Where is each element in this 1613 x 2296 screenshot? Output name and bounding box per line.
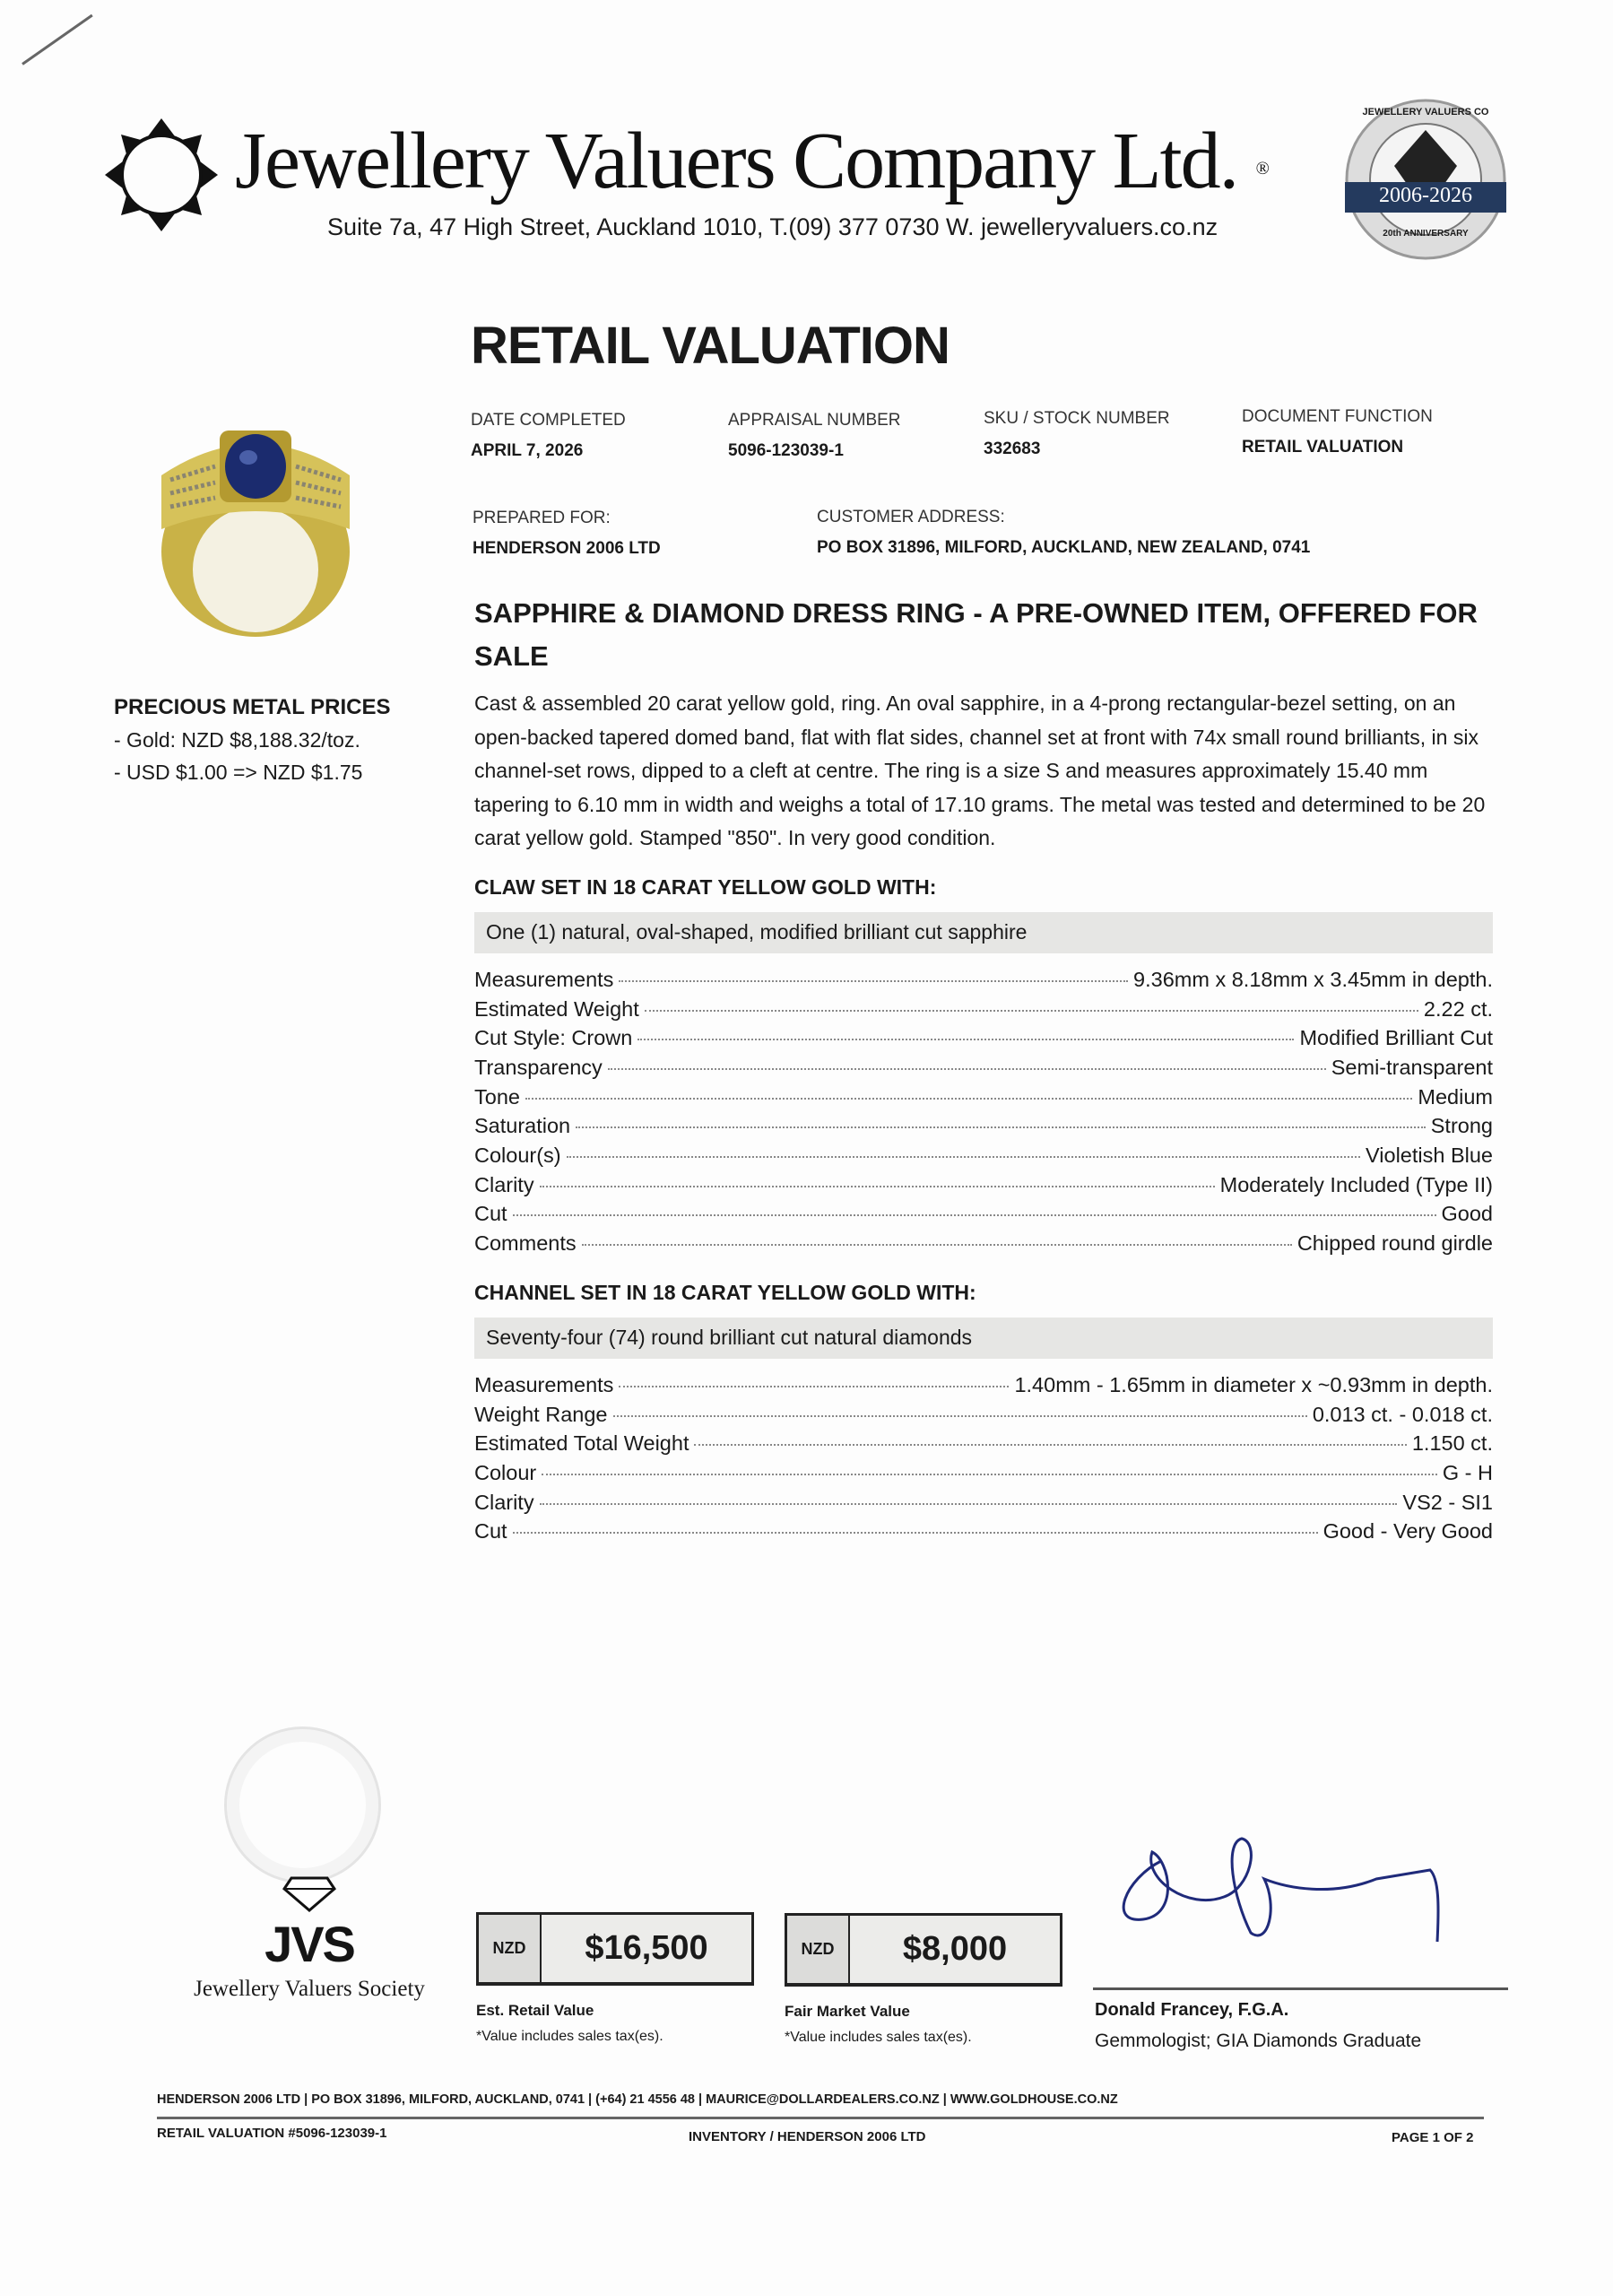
usd-rate: - USD $1.00 => NZD $1.75 — [114, 761, 363, 784]
company-name — [235, 115, 1270, 207]
signature-line — [1093, 1987, 1508, 1990]
precious-metal-prices — [114, 691, 390, 788]
detail-key: Clarity — [474, 1490, 534, 1514]
detail-value: Good — [1441, 1202, 1493, 1226]
sapphire-stone-bar: One (1) natural, oval-shaped, modified brilliant cut sapphire — [474, 912, 1493, 953]
meta-value: 332683 — [984, 439, 1041, 458]
detail-key: Estimated Total Weight — [474, 1431, 689, 1456]
footer-reference: RETAIL VALUATION #5096-123039-1 — [157, 2126, 387, 2141]
company-name-text: Jewellery Valuers Company Ltd. — [235, 117, 1238, 205]
retail-value-label: Est. Retail Value — [476, 2002, 594, 2019]
detail-value: Good - Very Good — [1322, 1519, 1493, 1544]
footer-center: INVENTORY / HENDERSON 2006 LTD — [689, 2129, 926, 2144]
company-address: Suite 7a, 47 High Street, Auckland 1010, T.(09) 377 0730 W. jewelleryvaluers.co.nz — [327, 213, 1218, 240]
detail-key: Measurements — [474, 1372, 614, 1396]
ring-photo — [148, 395, 363, 646]
detail-key: Cut — [474, 1519, 507, 1544]
meta-label: SKU / STOCK NUMBER — [984, 409, 1170, 428]
sapphire-section-heading: CLAW SET IN 18 CARAT YELLOW GOLD WITH: — [474, 874, 937, 899]
customer-address-value: PO BOX 31896, MILFORD, AUCKLAND, NEW ZEALAND, 0741 — [817, 538, 1311, 557]
meta-date — [471, 411, 626, 461]
metal-prices-title: PRECIOUS METAL PRICES — [114, 695, 391, 719]
signature — [1107, 1825, 1475, 1951]
detail-row — [474, 1026, 1493, 1056]
detail-key: Colour(s) — [474, 1144, 561, 1168]
detail-key: Comments — [474, 1231, 577, 1256]
sapphire-details — [474, 968, 1493, 1261]
detail-row — [474, 1431, 1493, 1461]
detail-row — [474, 968, 1493, 997]
fair-market-value-label: Fair Market Value — [785, 2003, 910, 2020]
diamond-stone-bar: Seventy-four (74) round brilliant cut natural diamonds — [474, 1318, 1493, 1359]
meta-sku — [984, 409, 1170, 459]
detail-value: Chipped round girdle — [1296, 1231, 1493, 1256]
detail-row — [474, 997, 1493, 1027]
meta-value: APRIL 7, 2026 — [471, 441, 584, 460]
registered-mark: ® — [1255, 158, 1270, 178]
customer-address — [817, 508, 1310, 558]
meta-value: 5096-123039-1 — [728, 441, 844, 460]
item-title: SAPPHIRE & DIAMOND DRESS RING - A PRE-OWNED ITEM, OFFERED FOR SALE — [474, 597, 1478, 672]
detail-row — [474, 1403, 1493, 1432]
detail-key: Cut Style: Crown — [474, 1026, 633, 1050]
embossed-seal — [224, 1726, 381, 1883]
detail-key: Weight Range — [474, 1402, 608, 1426]
detail-value: Moderately Included (Type II) — [1219, 1172, 1493, 1196]
detail-value: Violetish Blue — [1366, 1144, 1493, 1168]
anniversary-badge — [1336, 94, 1515, 265]
detail-value: Strong — [1430, 1114, 1493, 1138]
footer-rule — [157, 2117, 1484, 2119]
detail-value: G - H — [1442, 1460, 1493, 1484]
detail-value: VS2 - SI1 — [1402, 1490, 1493, 1514]
prepared-for-value: HENDERSON 2006 LTD — [473, 539, 661, 558]
society-name: Jewellery Valuers Society — [194, 1977, 425, 2001]
detail-key: Clarity — [474, 1172, 534, 1196]
diamond-details — [474, 1373, 1493, 1549]
detail-key: Transparency — [474, 1056, 603, 1080]
detail-key: Estimated Weight — [474, 996, 639, 1021]
detail-row — [474, 1519, 1493, 1549]
fair-market-value-amount: $8,000 — [902, 1930, 1008, 1968]
detail-value: Semi-transparent — [1331, 1056, 1493, 1080]
detail-value: 1.150 ct. — [1411, 1431, 1493, 1456]
detail-key: Measurements — [474, 967, 614, 991]
prepared-for-label: PREPARED FOR: — [473, 509, 611, 527]
jvs-logo-text: JVS — [264, 1916, 354, 1972]
item-description: Cast & assembled 20 carat yellow gold, ring. An oval sapphire, in a 4-prong rectangular-bezel setting, on an open-backed tapered domed band, flat with flat sides, channel set at front with 74x small round brilliants, in six channel-set rows, dipped to a cleft at centre. The ring is a size S and measures approximately 15.40 mm tapering to 6.10 mm in width and weighs a total of 17.10 grams. The metal was tested and determined to be 20 carat yellow gold. Stamped "850". In very good condition. — [474, 691, 1486, 850]
detail-row — [474, 1144, 1493, 1173]
detail-value: Modified Brilliant Cut — [1299, 1026, 1493, 1050]
currency-label: NZD — [479, 1915, 542, 1982]
detail-row — [474, 1056, 1493, 1085]
gold-price: - Gold: NZD $8,188.32/toz. — [114, 728, 360, 752]
detail-value: Medium — [1418, 1084, 1493, 1109]
badge-top-text: JEWELLERY VALUERS CO — [1362, 107, 1489, 117]
detail-row — [474, 1373, 1493, 1403]
company-logo-icon — [103, 117, 220, 233]
meta-document-function — [1242, 407, 1433, 457]
badge-years: 2006-2026 — [1379, 184, 1472, 207]
detail-value: 1.40mm - 1.65mm in diameter x ~0.93mm in depth. — [1014, 1372, 1493, 1396]
detail-row — [474, 1231, 1493, 1261]
meta-value: RETAIL VALUATION — [1242, 438, 1404, 457]
diamond-section-heading: CHANNEL SET IN 18 CARAT YELLOW GOLD WITH: — [474, 1280, 976, 1304]
tax-note: *Value includes sales tax(es). — [785, 2030, 972, 2045]
badge-bottom-text: 20th ANNIVERSARY — [1383, 229, 1469, 239]
detail-key: Saturation — [474, 1114, 571, 1138]
currency-label: NZD — [787, 1916, 850, 1983]
detail-row — [474, 1114, 1493, 1144]
detail-row — [474, 1461, 1493, 1491]
customer-address-label: CUSTOMER ADDRESS: — [817, 508, 1005, 526]
document-title: RETAIL VALUATION — [471, 317, 950, 375]
signatory-name: Donald Francey, F.G.A. — [1095, 2000, 1289, 2020]
detail-value: 9.36mm x 8.18mm x 3.45mm in depth. — [1133, 967, 1493, 991]
retail-value-box — [476, 1912, 754, 2045]
meta-label: DOCUMENT FUNCTION — [1242, 407, 1433, 426]
item-content — [474, 592, 1493, 1549]
retail-value-amount: $16,500 — [585, 1929, 708, 1967]
page-number: PAGE 1 OF 2 — [1392, 2130, 1474, 2145]
detail-row — [474, 1202, 1493, 1231]
detail-row — [474, 1085, 1493, 1115]
fair-market-value-box — [785, 1913, 1062, 2046]
diamond-icon — [282, 1876, 336, 1912]
detail-row — [474, 1491, 1493, 1520]
prepared-for — [473, 509, 661, 559]
meta-appraisal-number — [728, 411, 901, 461]
jvs-logo — [175, 1918, 444, 2002]
meta-label: APPRAISAL NUMBER — [728, 411, 901, 430]
detail-value: 0.013 ct. - 0.018 ct. — [1312, 1402, 1493, 1426]
detail-key: Tone — [474, 1084, 520, 1109]
detail-key: Colour — [474, 1460, 537, 1484]
tax-note: *Value includes sales tax(es). — [476, 2029, 663, 2044]
signatory-title: Gemmologist; GIA Diamonds Graduate — [1095, 2031, 1422, 2051]
detail-key: Cut — [474, 1202, 507, 1226]
meta-label: DATE COMPLETED — [471, 411, 626, 430]
footer-contact: HENDERSON 2006 LTD | PO BOX 31896, MILFORD, AUCKLAND, 0741 | (+64) 21 4556 48 | MAURICE@DOLLARDEALERS.CO.NZ | WWW.GOLDHOUSE.CO.NZ — [157, 2092, 1118, 2107]
detail-row — [474, 1173, 1493, 1203]
pen-mark — [22, 14, 93, 65]
detail-value: 2.22 ct. — [1423, 996, 1493, 1021]
